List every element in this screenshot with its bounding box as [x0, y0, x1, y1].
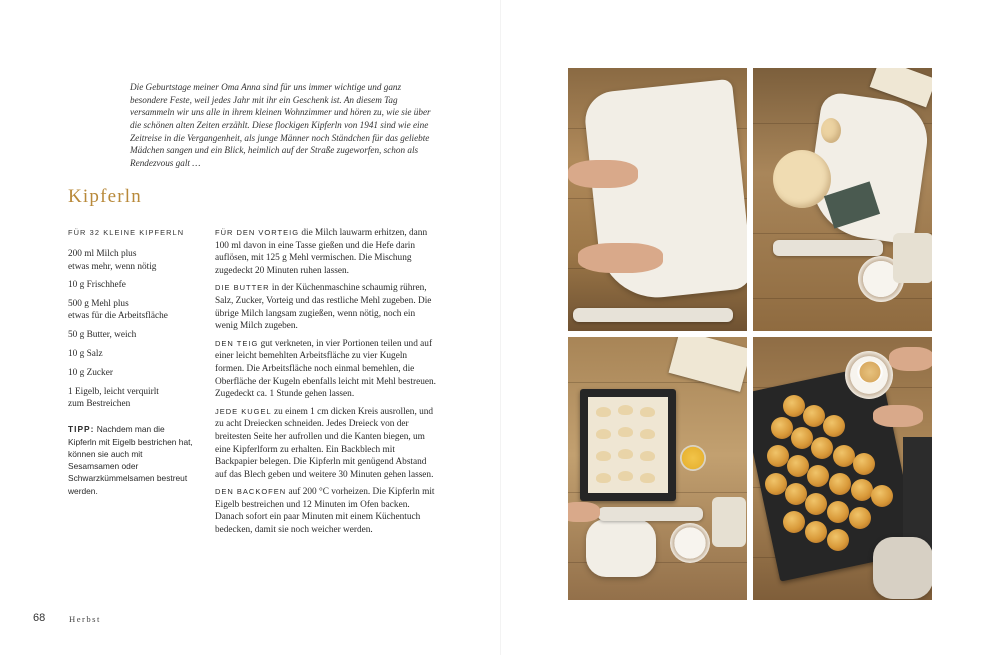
- photo-baked-buns: [753, 337, 932, 600]
- step-text: die Milch lauwarm erhitzen, dann 100 ml davon in eine Tasse gießen und die Hefe darin auflösen, mit 125 g Mehl vermischen. Die Mischung zugedeckt 20 Minuten ruhen lassen.: [215, 228, 428, 276]
- ingredient-item: 10 g Frischhefe: [68, 280, 126, 291]
- tip-box: [68, 423, 193, 497]
- step-text: gut verkneten, in vier Portionen teilen und auf einer leicht bemehlten Arbeitsfläche zu vier Kugeln formen. Die Arbeitsfläche noch einmal bemehlen, die Oberfläche der Kugeln ebenfalls leicht mit Mehl bestreuen. Zugedeckt ca. 1 Stunde gehen lassen.: [215, 338, 436, 400]
- method-step: [215, 486, 437, 536]
- step-label: DEN TEIG: [215, 338, 259, 348]
- method-column: [215, 227, 437, 542]
- step-text: auf 200 °C vorheizen. Die Kipferln mit Eigelb bestreichen und 12 Minuten im Ofen backen. Danach sofort ein paar Minuten mit einem Küchentuch bedecken, damit sie noch weicher werden.: [215, 487, 435, 536]
- method-step: [215, 227, 437, 277]
- method-step: [215, 406, 437, 482]
- section-name: Herbst: [69, 614, 101, 624]
- intro-text: Die Geburtstage meiner Oma Anna sind für uns immer wichtige und ganz besondere Feste, weil jedes Jahr mit ihr ein Geschenk ist. An diesem Tag versammeln wir uns alle in ihrem kleinen Wohnzimmer und hören zu, wie sie über die schönen alten Zeiten erzählt. Diese flockigen Kipferln von 1941 sind wie eine Zeitreise in die Vergangenheit, als junge Männer noch Ständchen für das geliebte Mädchen sangen und ein Blick, heimlich auf der Straße zugeworfen, schon als Rendezvous galt …: [130, 82, 431, 168]
- ingredient-item: 500 g Mehl plus etwas für die Arbeitsfläche: [68, 299, 168, 322]
- ingredient-item: 10 g Zucker: [68, 367, 113, 378]
- ingredient-item: 1 Eigelb, leicht verquirlt zum Bestreichen: [68, 386, 159, 409]
- tip-label: TIPP:: [68, 424, 95, 435]
- photo-tray-raw: [568, 337, 747, 600]
- step-text: in der Küchenmaschine schaumig rühren, Salz, Zucker, Vorteig und das restliche Mehl zugeben. Die übrige Milch langsam zugießen, wenn nötig, noch ein wenig Milch zugeben.: [215, 283, 432, 332]
- step-label: DIE BUTTER: [215, 283, 270, 293]
- page-number: 68: [33, 612, 46, 624]
- ingredients-heading: FÜR 32 KLEINE KIPFERLN: [68, 228, 185, 237]
- method-step: [215, 338, 437, 401]
- photo-dough-covered: [568, 68, 747, 331]
- step-label: JEDE KUGEL: [215, 406, 272, 416]
- photo-dough-wedges: [753, 68, 932, 331]
- tip-text: Nachdem man die Kipferln mit Eigelb bestrichen hat, können sie auch mit Sesamsamen oder Schwarzkümmelsamen bestreut werden.: [68, 424, 193, 496]
- ingredient-item: 200 ml Milch plus etwas mehr, wenn nötig: [68, 249, 157, 272]
- step-text: zu einem 1 cm dicken Kreis ausrollen, und zu acht Dreiecken schneiden. Jedes Dreieck von der breitesten Seite her aufrollen und die Kanten biegen, um eine Kipferlform zu erhalten. Ein Backblech mit Backpapier belegen. Die Kipferln mit genügend Abstand auf das Blech geben und weitere 30 Minuten gehen lassen.: [215, 406, 434, 480]
- step-label: FÜR DEN VORTEIG: [215, 228, 300, 237]
- recipe-title: Kipferln: [68, 186, 142, 207]
- step-label: DEN BACKOFEN: [215, 487, 287, 497]
- ingredient-item: 50 g Butter, weich: [68, 330, 137, 341]
- page-gutter: [500, 0, 501, 655]
- method-step: [215, 282, 437, 332]
- ingredients-column: [68, 227, 198, 497]
- ingredient-item: 10 g Salz: [68, 349, 103, 360]
